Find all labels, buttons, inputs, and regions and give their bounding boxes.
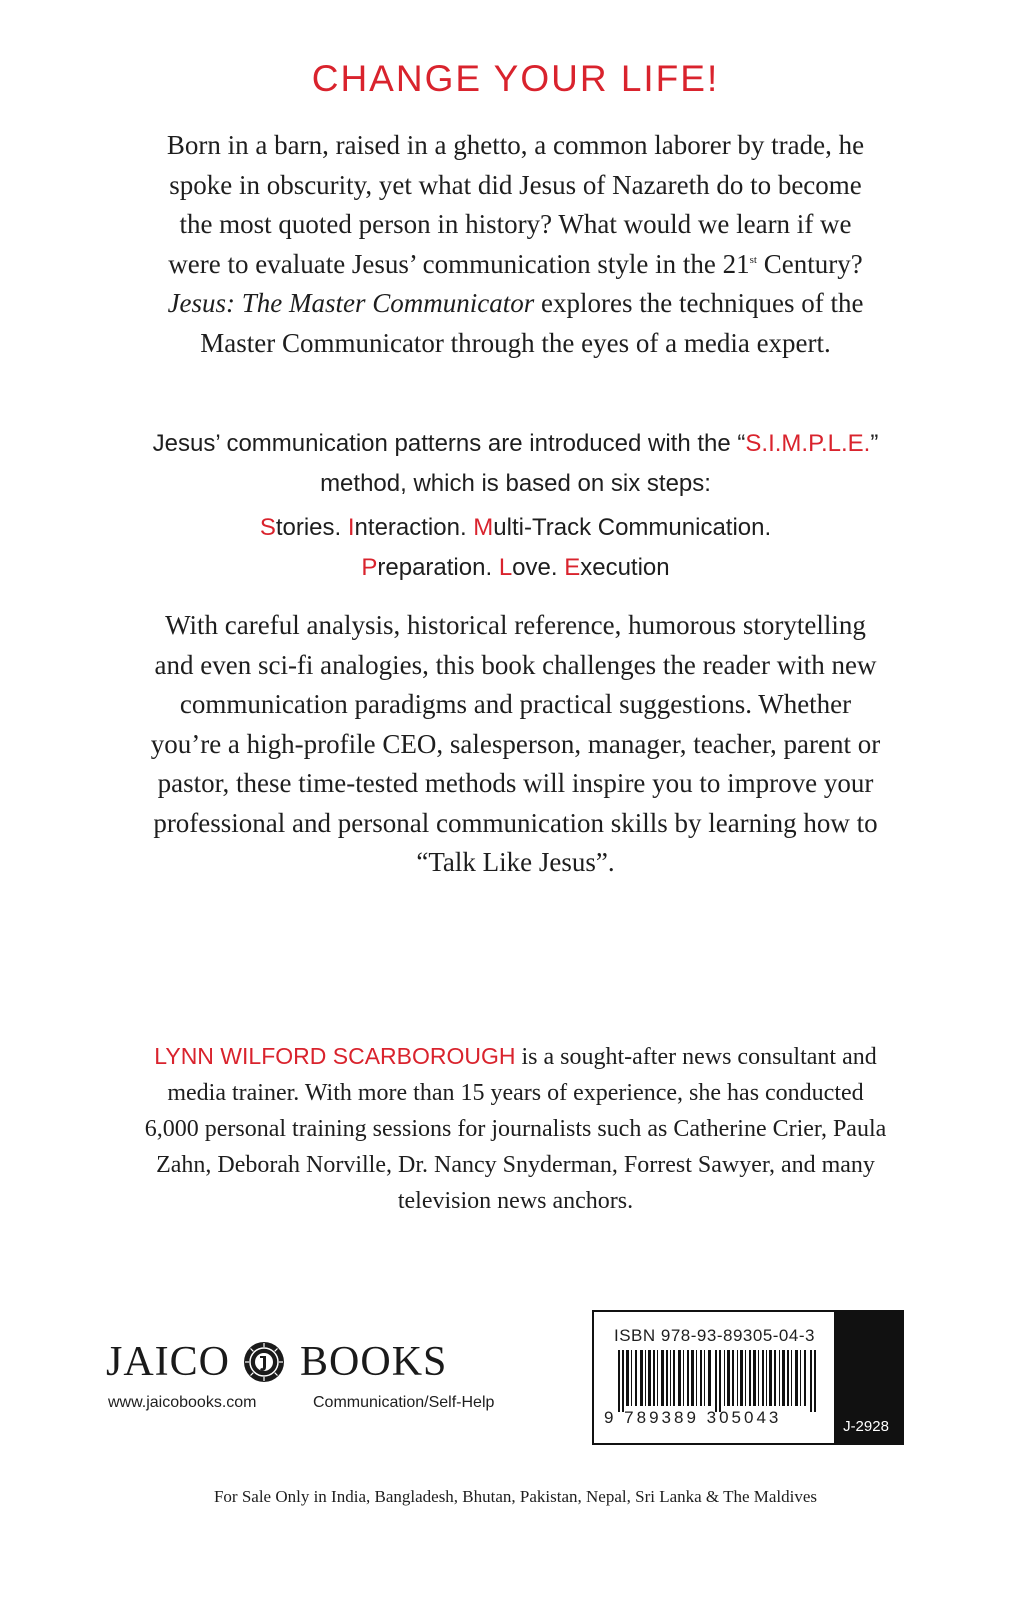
step-rest: tories. xyxy=(275,514,342,541)
step-initial: P xyxy=(361,554,378,581)
publisher-name-right: BOOKS xyxy=(300,1339,448,1385)
publisher-emblem-icon xyxy=(242,1340,286,1384)
isbn-label: ISBN 978-93-89305-04-3 xyxy=(614,1326,815,1345)
step-initial: M xyxy=(473,514,494,541)
intro-superscript: st xyxy=(749,253,757,266)
step-initial: E xyxy=(564,554,581,581)
publisher-logo xyxy=(106,1338,447,1386)
code-strip xyxy=(834,1312,902,1443)
book-title: Jesus: The Master Communicator xyxy=(167,288,535,318)
method-steps xyxy=(150,508,881,588)
description-paragraph: With careful analysis, historical reference, humorous storytelling and even sci-fi analogies, this book challenges the reader with new communication paradigms and practical suggestions. Whether you’re a high-profile CEO, salesperson, manager, teacher, parent or pastor, these time-tested methods will inspire you to improve your professional and personal communication skills by learning how to “Talk Like Jesus”. xyxy=(150,610,881,877)
step-rest: ulti-Track Communication. xyxy=(493,514,772,541)
intro-text-2: Century? xyxy=(756,248,863,279)
headline: CHANGE YOUR LIFE! xyxy=(311,58,720,99)
steps-line-2 xyxy=(150,548,881,588)
steps-line-1 xyxy=(150,508,881,548)
method-acronym: S.I.M.P.L.E. xyxy=(745,430,871,457)
barcode-icon xyxy=(618,1350,828,1412)
author-bio-text: is a sought-after news consultant and media trainer. With more than 15 years of experience, she has conducted 6,000 personal training sessions for journalists such as Catherine Crier, Paula Zahn, Deborah Norville, Dr. Nancy Snyderman, Forrest Sawyer, and many television news anchors. xyxy=(144,1044,887,1214)
step-rest: reparation. xyxy=(377,554,493,581)
book-code: J-2928 xyxy=(843,1418,889,1435)
sales-territory-note: For Sale Only in India, Bangladesh, Bhutan, Pakistan, Nepal, Sri Lanka & The Maldives xyxy=(213,1487,818,1506)
step-initial: L xyxy=(498,554,513,581)
publisher-website: www.jaicobooks.com xyxy=(108,1394,257,1411)
method-line-end: ” method, which is based on six steps: xyxy=(320,430,879,497)
book-category: Communication/Self-Help xyxy=(313,1394,495,1411)
intro-paragraph xyxy=(150,126,881,363)
method-line-start: Jesus’ communication patterns are introduced with the “ xyxy=(152,430,746,457)
intro-text-3: explores the techniques of the Master Communicator through the eyes of a media expert. xyxy=(200,288,864,358)
step-rest: xecution xyxy=(580,554,670,581)
barcode-digits: 9 789389 305043 xyxy=(604,1408,782,1427)
step-rest: ove. xyxy=(512,554,558,581)
isbn-block xyxy=(592,1310,904,1445)
author-bio xyxy=(140,1038,891,1219)
publisher-name-left: JAICO xyxy=(106,1339,231,1385)
step-initial: S xyxy=(259,514,276,541)
step-initial: I xyxy=(347,514,355,541)
step-rest: nteraction. xyxy=(354,514,467,541)
intro-text-1: Born in a barn, raised in a ghetto, a common laborer by trade, he spoke in obscurity, yet what did Jesus of Nazareth do to become the most quoted person in history? What would we learn if we were to evaluate Jesus’ communication style in the 21 xyxy=(166,130,865,279)
method-intro xyxy=(150,424,881,504)
author-name: LYNN WILFORD SCARBOROUGH xyxy=(154,1043,516,1069)
